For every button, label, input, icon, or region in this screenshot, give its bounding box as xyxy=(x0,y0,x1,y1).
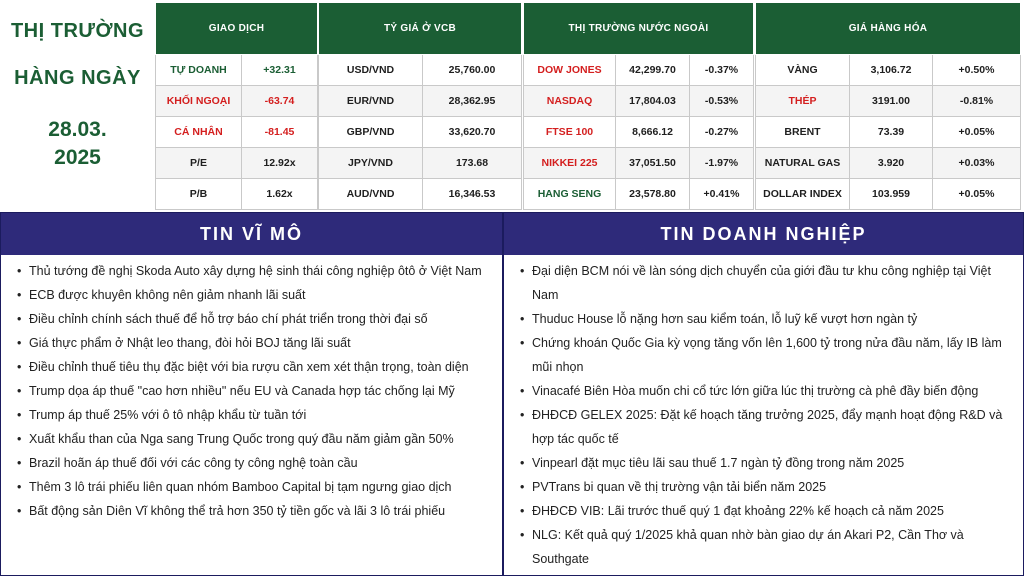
index-change: -0.27% xyxy=(690,117,754,148)
rate-value: 16,346.53 xyxy=(423,179,522,210)
rate-value: 173.68 xyxy=(423,148,522,179)
commodity-value: 3.920 xyxy=(850,148,933,179)
commodity-change: -0.81% xyxy=(933,86,1021,117)
macro-news-panel xyxy=(0,212,503,576)
table-row xyxy=(319,86,522,117)
list-item: • Trump dọa áp thuế "cao hơn nhiều" nếu EU và Canada hợp tác chống lại Mỹ xyxy=(17,379,492,403)
table-row xyxy=(524,117,754,148)
list-item: • Thủ tướng đề nghị Skoda Auto xây dựng hệ sinh thái công nghiệp ôtô ở Việt Nam xyxy=(17,259,492,283)
foreign-markets-header: THỊ TRƯỜNG NƯỚC NGOÀI xyxy=(524,3,754,55)
commodity-name: NATURAL GAS xyxy=(756,148,850,179)
commodity-value: 103.959 xyxy=(850,179,933,210)
table-row xyxy=(319,179,522,210)
trading-value: 12.92x xyxy=(242,148,318,179)
list-item: • Thêm 3 lô trái phiếu liên quan nhóm Bamboo Capital bị tạm ngưng giao dịch xyxy=(17,475,492,499)
table-row xyxy=(156,86,318,117)
list-item: • Trump áp thuế 25% với ô tô nhập khẩu từ tuần tới xyxy=(17,403,492,427)
list-item: • NLG: Kết quả quý 1/2025 khả quan nhờ bàn giao dự án Akari P2, Cần Thơ và Southgate xyxy=(520,523,1013,571)
commodity-name: BRENT xyxy=(756,117,850,148)
commodity-change: +0.50% xyxy=(933,55,1021,86)
table-row xyxy=(524,55,754,86)
trading-label: P/E xyxy=(156,148,242,179)
index-value: 23,578.80 xyxy=(616,179,690,210)
index-value: 8,666.12 xyxy=(616,117,690,148)
list-item: • Xuất khẩu than của Nga sang Trung Quốc trong quý đầu năm giảm gần 50% xyxy=(17,427,492,451)
index-value: 42,299.70 xyxy=(616,55,690,86)
table-row xyxy=(524,179,754,210)
exchange-rate-header: TỶ GIÁ Ở VCB xyxy=(319,3,522,55)
index-name: HANG SENG xyxy=(524,179,616,210)
title-line1: THỊ TRƯỜNG xyxy=(10,20,145,42)
index-value: 37,051.50 xyxy=(616,148,690,179)
commodity-change: +0.05% xyxy=(933,179,1021,210)
report-date: 28.03. 2025 xyxy=(48,118,107,169)
table-row xyxy=(319,148,522,179)
table-row xyxy=(156,55,318,86)
title-line2: HÀNG NGÀY xyxy=(14,67,141,89)
table-row xyxy=(756,179,1021,210)
commodity-name: THÉP xyxy=(756,86,850,117)
trading-label: CÁ NHÂN xyxy=(156,117,242,148)
commodity-name: VÀNG xyxy=(756,55,850,86)
list-item: • Vinpearl đặt mục tiêu lãi sau thuế 1.7 ngàn tỷ đồng trong năm 2025 xyxy=(520,451,1013,475)
trading-label: KHỐI NGOẠI xyxy=(156,86,242,117)
list-item: • Đại diện BCM nói về làn sóng dịch chuyển của giới đầu tư khu công nghiệp tại Việt Nam xyxy=(520,259,1013,307)
index-change: -0.37% xyxy=(690,55,754,86)
list-item: • ECB được khuyên không nên giảm nhanh lãi suất xyxy=(17,283,492,307)
list-item: • Giá thực phẩm ở Nhật leo thang, đòi hỏi BOJ tăng lãi suất xyxy=(17,331,492,355)
exchange-rate-table xyxy=(318,2,522,210)
business-news-header: TIN DOANH NGHIỆP xyxy=(504,213,1023,255)
rate-value: 25,760.00 xyxy=(423,55,522,86)
table-row xyxy=(756,55,1021,86)
business-news-list xyxy=(504,255,1023,571)
trading-label: TỰ DOANH xyxy=(156,55,242,86)
list-item: • Vinacafé Biên Hòa muốn chi cổ tức lớn giữa lúc thị trường cà phê đầy biến động xyxy=(520,379,1013,403)
currency-pair: JPY/VND xyxy=(319,148,423,179)
table-row xyxy=(756,86,1021,117)
commodity-value: 73.39 xyxy=(850,117,933,148)
list-item: • Thuduc House lỗ nặng hơn sau kiểm toán, lỗ luỹ kế vượt hơn ngàn tỷ xyxy=(520,307,1013,331)
commodity-change: +0.03% xyxy=(933,148,1021,179)
macro-news-list xyxy=(1,255,502,523)
trading-value: -81.45 xyxy=(242,117,318,148)
table-row xyxy=(524,86,754,117)
table-row xyxy=(319,55,522,86)
list-item: • Brazil hoãn áp thuế đối với các công ty công nghệ toàn cầu xyxy=(17,451,492,475)
commodity-value: 3191.00 xyxy=(850,86,933,117)
commodities-header: GIÁ HÀNG HÓA xyxy=(756,3,1021,55)
currency-pair: USD/VND xyxy=(319,55,423,86)
table-row xyxy=(524,148,754,179)
commodity-change: +0.05% xyxy=(933,117,1021,148)
list-item: • Bất động sản Diên Vĩ không thể trả hơn 350 tỷ tiền gốc và lãi 3 lô trái phiếu xyxy=(17,499,492,523)
table-row xyxy=(156,179,318,210)
table-row xyxy=(756,117,1021,148)
index-change: -0.53% xyxy=(690,86,754,117)
list-item: • PVTrans bi quan về thị trường vận tải biển năm 2025 xyxy=(520,475,1013,499)
index-change: +0.41% xyxy=(690,179,754,210)
trading-value: +32.31 xyxy=(242,55,318,86)
trading-table xyxy=(155,2,318,210)
list-item: • Chứng khoán Quốc Gia kỳ vọng tăng vốn lên 1,600 tỷ trong nửa đầu năm, lấy IB làm mũi nhọn xyxy=(520,331,1013,379)
rate-value: 33,620.70 xyxy=(423,117,522,148)
trading-value: -63.74 xyxy=(242,86,318,117)
trading-header: GIAO DỊCH xyxy=(156,3,318,55)
list-item: • Điều chỉnh chính sách thuế để hỗ trợ báo chí phát triển trong thời đại số xyxy=(17,307,492,331)
commodity-value: 3,106.72 xyxy=(850,55,933,86)
table-row xyxy=(756,148,1021,179)
index-name: NASDAQ xyxy=(524,86,616,117)
business-news-panel xyxy=(503,212,1024,576)
table-row xyxy=(156,148,318,179)
rate-value: 28,362.95 xyxy=(423,86,522,117)
index-change: -1.97% xyxy=(690,148,754,179)
commodity-name: DOLLAR INDEX xyxy=(756,179,850,210)
index-name: NIKKEI 225 xyxy=(524,148,616,179)
commodities-table xyxy=(755,2,1021,210)
macro-news-header: TIN VĨ MÔ xyxy=(1,213,502,255)
trading-label: P/B xyxy=(156,179,242,210)
table-row xyxy=(156,117,318,148)
table-row xyxy=(319,117,522,148)
list-item: • ĐHĐCĐ GELEX 2025: Đặt kế hoạch tăng trưởng 2025, đẩy mạnh hoạt động R&D và hợp tác quốc tế xyxy=(520,403,1013,451)
list-item: • Điều chỉnh thuế tiêu thụ đặc biệt với bia rượu cần xem xét thận trọng, toàn diện xyxy=(17,355,492,379)
report-title xyxy=(0,0,155,210)
list-item: • ĐHĐCĐ VIB: Lãi trước thuế quý 1 đạt khoảng 22% kế hoạch cả năm 2025 xyxy=(520,499,1013,523)
index-name: FTSE 100 xyxy=(524,117,616,148)
foreign-markets-table xyxy=(523,2,754,210)
index-name: DOW JONES xyxy=(524,55,616,86)
trading-value: 1.62x xyxy=(242,179,318,210)
currency-pair: EUR/VND xyxy=(319,86,423,117)
index-value: 17,804.03 xyxy=(616,86,690,117)
currency-pair: GBP/VND xyxy=(319,117,423,148)
currency-pair: AUD/VND xyxy=(319,179,423,210)
